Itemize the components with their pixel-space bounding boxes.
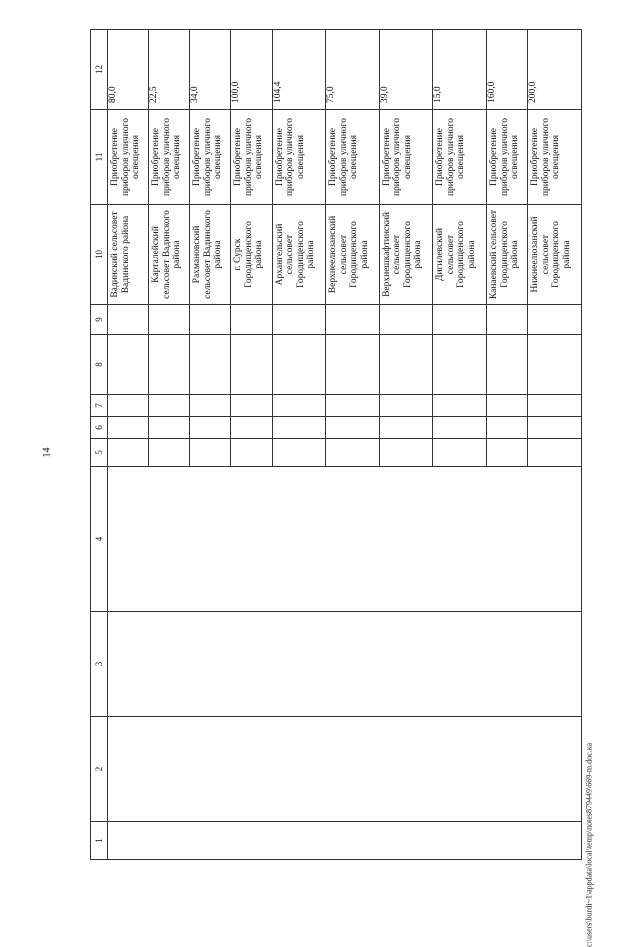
- empty-cell-col-5: [149, 439, 190, 467]
- empty-cell-col-7: [487, 395, 528, 417]
- empty-cell-col-5: [326, 439, 380, 467]
- empty-cell-col-7: [528, 395, 582, 417]
- rotated-table-wrapper: [90, 30, 582, 860]
- merged-cell-col-4: [108, 467, 582, 612]
- action-cell: Приобретение приборов уличного освещения: [272, 110, 326, 205]
- empty-cell-col-7: [272, 395, 326, 417]
- empty-cell-col-5: [108, 439, 149, 467]
- region-cell: Архангельский сельсовет Городищенского района: [272, 205, 326, 305]
- amount-cell: 75,0: [326, 30, 380, 110]
- empty-cell-col-9: [528, 305, 582, 335]
- empty-cell-col-5: [190, 439, 231, 467]
- empty-cell-col-7: [149, 395, 190, 417]
- action-cell: Приобретение приборов уличного освещения: [231, 110, 272, 205]
- empty-cell-col-9: [190, 305, 231, 335]
- column-header-3: 3: [91, 612, 108, 717]
- region-cell: Рахмановский сельсовет Вадинского района: [190, 205, 231, 305]
- column-header-1: 1: [91, 822, 108, 860]
- empty-cell-col-5: [272, 439, 326, 467]
- empty-cell-col-7: [326, 395, 380, 417]
- empty-cell-col-9: [379, 305, 433, 335]
- action-cell: Приобретение приборов уличного освещения: [149, 110, 190, 205]
- action-cell: Приобретение приборов уличного освещения: [528, 110, 582, 205]
- empty-cell-col-6: [108, 417, 149, 439]
- column-header-9: 9: [91, 305, 108, 335]
- merged-cell-col-2: [108, 717, 582, 822]
- action-cell: Приобретение приборов уличного освещения: [433, 110, 487, 205]
- action-cell: Приобретение приборов уличного освещения: [190, 110, 231, 205]
- empty-cell-col-7: [190, 395, 231, 417]
- merged-cell-col-3: [108, 612, 582, 717]
- empty-cell-col-8: [433, 335, 487, 395]
- budget-table: [90, 29, 582, 860]
- empty-cell-col-5: [487, 439, 528, 467]
- action-cell: Приобретение приборов уличного освещения: [326, 110, 380, 205]
- region-cell: Нижнеелюзанский сельсовет Городищенского района: [528, 205, 582, 305]
- empty-cell-col-9: [108, 305, 149, 335]
- region-cell: Канаевский сельсовет Городищенского района: [487, 205, 528, 305]
- region-cell: Карталейский сельсовет Вадинского района: [149, 205, 190, 305]
- header-row: [91, 30, 108, 860]
- region-cell: Верхнешкафтинский сельсовет Городищенского района: [379, 205, 433, 305]
- region-cell: г. Сурск Городищенского района: [231, 205, 272, 305]
- empty-cell-col-8: [272, 335, 326, 395]
- empty-cell-col-6: [326, 417, 380, 439]
- empty-cell-col-9: [433, 305, 487, 335]
- action-cell: Приобретение приборов уличного освещения: [487, 110, 528, 205]
- amount-cell: 100,0: [231, 30, 272, 110]
- empty-cell-col-6: [528, 417, 582, 439]
- empty-cell-col-8: [190, 335, 231, 395]
- empty-cell-col-7: [231, 395, 272, 417]
- page-number: 14: [41, 447, 53, 458]
- empty-cell-col-8: [108, 335, 149, 395]
- empty-cell-col-9: [487, 305, 528, 335]
- amount-cell: 22,5: [149, 30, 190, 110]
- column-header-5: 5: [91, 439, 108, 467]
- empty-cell-col-5: [433, 439, 487, 467]
- column-header-2: 2: [91, 717, 108, 822]
- empty-cell-col-8: [149, 335, 190, 395]
- amount-cell: 160,0: [487, 30, 528, 110]
- empty-cell-col-8: [326, 335, 380, 395]
- region-cell: Верхнеелюзанский сельсовет Городищенского района: [326, 205, 380, 305]
- empty-cell-col-8: [231, 335, 272, 395]
- empty-cell-col-6: [149, 417, 190, 439]
- amount-cell: 104,4: [272, 30, 326, 110]
- empty-cell-col-6: [379, 417, 433, 439]
- empty-cell-col-7: [108, 395, 149, 417]
- column-header-7: 7: [91, 395, 108, 417]
- empty-cell-col-8: [487, 335, 528, 395]
- empty-cell-col-6: [190, 417, 231, 439]
- empty-cell-col-8: [379, 335, 433, 395]
- amount-cell: 39,0: [379, 30, 433, 110]
- column-header-4: 4: [91, 467, 108, 612]
- empty-cell-col-9: [231, 305, 272, 335]
- table-row: [108, 30, 149, 860]
- empty-cell-col-9: [149, 305, 190, 335]
- action-cell: Приобретение приборов уличного освещения: [379, 110, 433, 205]
- empty-cell-col-5: [528, 439, 582, 467]
- amount-cell: 200,0: [528, 30, 582, 110]
- empty-cell-col-5: [379, 439, 433, 467]
- column-header-12: 12: [91, 30, 108, 110]
- column-header-8: 8: [91, 335, 108, 395]
- column-header-6: 6: [91, 417, 108, 439]
- amount-cell: 15,0: [433, 30, 487, 110]
- column-header-11: 11: [91, 110, 108, 205]
- amount-cell: 80,0: [108, 30, 149, 110]
- region-cell: Вадинский сельсовет Вадинского района: [108, 205, 149, 305]
- file-path: c:\users\burdi~1\appdata\local\temp\notes879449\669-m.doc.ка: [584, 742, 594, 947]
- empty-cell-col-6: [487, 417, 528, 439]
- merged-cell-col-1: [108, 822, 582, 860]
- empty-cell-col-5: [231, 439, 272, 467]
- empty-cell-col-9: [326, 305, 380, 335]
- amount-cell: 34,0: [190, 30, 231, 110]
- empty-cell-col-6: [433, 417, 487, 439]
- empty-cell-col-9: [272, 305, 326, 335]
- empty-cell-col-7: [379, 395, 433, 417]
- empty-cell-col-7: [433, 395, 487, 417]
- column-header-10: 10: [91, 205, 108, 305]
- empty-cell-col-6: [272, 417, 326, 439]
- empty-cell-col-6: [231, 417, 272, 439]
- action-cell: Приобретение приборов уличного освещения: [108, 110, 149, 205]
- empty-cell-col-8: [528, 335, 582, 395]
- region-cell: Дигилевский сельсовет Городищенского района: [433, 205, 487, 305]
- table-body: [108, 30, 582, 860]
